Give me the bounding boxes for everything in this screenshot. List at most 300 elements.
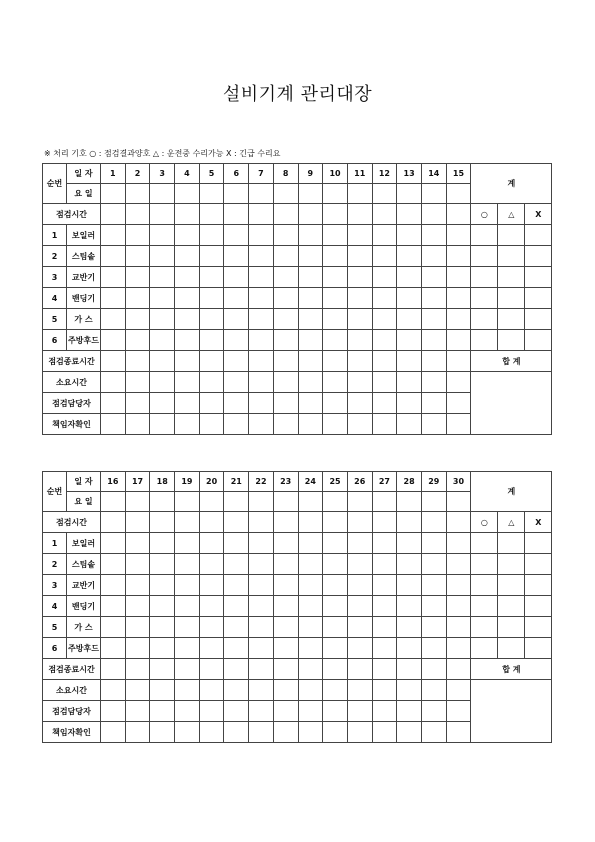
status-cell[interactable] xyxy=(199,638,224,659)
status-cell[interactable] xyxy=(199,533,224,554)
status-cell[interactable] xyxy=(421,246,446,267)
count-cell[interactable] xyxy=(525,575,552,596)
footer-cell[interactable] xyxy=(323,372,348,393)
status-cell[interactable] xyxy=(125,288,150,309)
check-time-cell[interactable] xyxy=(101,512,126,533)
status-cell[interactable] xyxy=(397,596,422,617)
status-cell[interactable] xyxy=(347,533,372,554)
weekday-cell[interactable] xyxy=(101,184,126,204)
check-time-cell[interactable] xyxy=(150,204,175,225)
footer-cell[interactable] xyxy=(446,701,471,722)
status-cell[interactable] xyxy=(150,225,175,246)
status-cell[interactable] xyxy=(372,267,397,288)
status-cell[interactable] xyxy=(101,225,126,246)
status-cell[interactable] xyxy=(150,330,175,351)
footer-cell[interactable] xyxy=(446,414,471,435)
footer-cell[interactable] xyxy=(372,680,397,701)
status-cell[interactable] xyxy=(323,225,348,246)
status-cell[interactable] xyxy=(273,596,298,617)
footer-cell[interactable] xyxy=(125,701,150,722)
footer-cell[interactable] xyxy=(421,372,446,393)
count-cell[interactable] xyxy=(471,554,498,575)
status-cell[interactable] xyxy=(273,533,298,554)
weekday-cell[interactable] xyxy=(446,492,471,512)
status-cell[interactable] xyxy=(372,596,397,617)
count-cell[interactable] xyxy=(525,533,552,554)
footer-cell[interactable] xyxy=(273,351,298,372)
status-cell[interactable] xyxy=(199,309,224,330)
footer-cell[interactable] xyxy=(101,393,126,414)
footer-cell[interactable] xyxy=(150,414,175,435)
footer-cell[interactable] xyxy=(372,722,397,743)
footer-cell[interactable] xyxy=(347,659,372,680)
footer-cell[interactable] xyxy=(421,414,446,435)
weekday-cell[interactable] xyxy=(323,492,348,512)
footer-cell[interactable] xyxy=(298,393,323,414)
footer-cell[interactable] xyxy=(224,659,249,680)
count-cell[interactable] xyxy=(525,225,552,246)
weekday-cell[interactable] xyxy=(372,492,397,512)
count-cell[interactable] xyxy=(471,288,498,309)
status-cell[interactable] xyxy=(101,554,126,575)
footer-cell[interactable] xyxy=(249,414,274,435)
check-time-cell[interactable] xyxy=(347,204,372,225)
weekday-cell[interactable] xyxy=(397,184,422,204)
footer-cell[interactable] xyxy=(347,351,372,372)
footer-cell[interactable] xyxy=(347,372,372,393)
count-cell[interactable] xyxy=(471,638,498,659)
grand-total-value[interactable] xyxy=(471,680,552,743)
footer-cell[interactable] xyxy=(446,680,471,701)
count-cell[interactable] xyxy=(498,288,525,309)
status-cell[interactable] xyxy=(421,267,446,288)
check-time-cell[interactable] xyxy=(397,204,422,225)
status-cell[interactable] xyxy=(397,575,422,596)
status-cell[interactable] xyxy=(372,246,397,267)
status-cell[interactable] xyxy=(397,617,422,638)
status-cell[interactable] xyxy=(175,596,200,617)
status-cell[interactable] xyxy=(249,617,274,638)
status-cell[interactable] xyxy=(101,617,126,638)
status-cell[interactable] xyxy=(397,533,422,554)
check-time-cell[interactable] xyxy=(273,204,298,225)
status-cell[interactable] xyxy=(397,246,422,267)
status-cell[interactable] xyxy=(199,330,224,351)
count-cell[interactable] xyxy=(498,330,525,351)
footer-cell[interactable] xyxy=(249,680,274,701)
weekday-cell[interactable] xyxy=(446,184,471,204)
status-cell[interactable] xyxy=(175,330,200,351)
status-cell[interactable] xyxy=(446,596,471,617)
status-cell[interactable] xyxy=(199,596,224,617)
status-cell[interactable] xyxy=(347,554,372,575)
status-cell[interactable] xyxy=(249,225,274,246)
weekday-cell[interactable] xyxy=(199,492,224,512)
count-cell[interactable] xyxy=(525,638,552,659)
footer-cell[interactable] xyxy=(199,414,224,435)
status-cell[interactable] xyxy=(249,554,274,575)
check-time-cell[interactable] xyxy=(175,512,200,533)
status-cell[interactable] xyxy=(446,575,471,596)
status-cell[interactable] xyxy=(101,267,126,288)
footer-cell[interactable] xyxy=(199,372,224,393)
footer-cell[interactable] xyxy=(101,701,126,722)
status-cell[interactable] xyxy=(175,267,200,288)
check-time-cell[interactable] xyxy=(125,512,150,533)
status-cell[interactable] xyxy=(372,554,397,575)
footer-cell[interactable] xyxy=(175,722,200,743)
status-cell[interactable] xyxy=(224,554,249,575)
weekday-cell[interactable] xyxy=(372,184,397,204)
check-time-cell[interactable] xyxy=(273,512,298,533)
weekday-cell[interactable] xyxy=(101,492,126,512)
count-cell[interactable] xyxy=(498,617,525,638)
footer-cell[interactable] xyxy=(397,659,422,680)
weekday-cell[interactable] xyxy=(298,492,323,512)
footer-cell[interactable] xyxy=(125,372,150,393)
status-cell[interactable] xyxy=(347,225,372,246)
status-cell[interactable] xyxy=(224,246,249,267)
status-cell[interactable] xyxy=(421,575,446,596)
footer-cell[interactable] xyxy=(150,393,175,414)
footer-cell[interactable] xyxy=(298,351,323,372)
weekday-cell[interactable] xyxy=(199,184,224,204)
footer-cell[interactable] xyxy=(101,351,126,372)
footer-cell[interactable] xyxy=(249,351,274,372)
count-cell[interactable] xyxy=(498,267,525,288)
status-cell[interactable] xyxy=(298,330,323,351)
weekday-cell[interactable] xyxy=(150,184,175,204)
status-cell[interactable] xyxy=(150,533,175,554)
count-cell[interactable] xyxy=(471,225,498,246)
weekday-cell[interactable] xyxy=(421,184,446,204)
status-cell[interactable] xyxy=(175,638,200,659)
count-cell[interactable] xyxy=(471,330,498,351)
footer-cell[interactable] xyxy=(347,414,372,435)
footer-cell[interactable] xyxy=(372,351,397,372)
count-cell[interactable] xyxy=(525,596,552,617)
status-cell[interactable] xyxy=(273,225,298,246)
footer-cell[interactable] xyxy=(125,722,150,743)
count-cell[interactable] xyxy=(471,267,498,288)
footer-cell[interactable] xyxy=(175,701,200,722)
status-cell[interactable] xyxy=(421,309,446,330)
footer-cell[interactable] xyxy=(224,414,249,435)
footer-cell[interactable] xyxy=(421,680,446,701)
status-cell[interactable] xyxy=(372,638,397,659)
status-cell[interactable] xyxy=(421,638,446,659)
footer-cell[interactable] xyxy=(323,659,348,680)
status-cell[interactable] xyxy=(199,575,224,596)
status-cell[interactable] xyxy=(249,309,274,330)
weekday-cell[interactable] xyxy=(125,184,150,204)
footer-cell[interactable] xyxy=(175,393,200,414)
count-cell[interactable] xyxy=(498,309,525,330)
status-cell[interactable] xyxy=(446,288,471,309)
status-cell[interactable] xyxy=(199,225,224,246)
status-cell[interactable] xyxy=(150,617,175,638)
check-time-cell[interactable] xyxy=(323,512,348,533)
status-cell[interactable] xyxy=(397,554,422,575)
status-cell[interactable] xyxy=(397,225,422,246)
footer-cell[interactable] xyxy=(446,659,471,680)
status-cell[interactable] xyxy=(372,575,397,596)
footer-cell[interactable] xyxy=(199,722,224,743)
status-cell[interactable] xyxy=(224,225,249,246)
status-cell[interactable] xyxy=(175,533,200,554)
status-cell[interactable] xyxy=(224,533,249,554)
weekday-cell[interactable] xyxy=(249,184,274,204)
footer-cell[interactable] xyxy=(273,393,298,414)
status-cell[interactable] xyxy=(397,330,422,351)
footer-cell[interactable] xyxy=(199,351,224,372)
status-cell[interactable] xyxy=(150,638,175,659)
status-cell[interactable] xyxy=(323,309,348,330)
check-time-cell[interactable] xyxy=(199,204,224,225)
status-cell[interactable] xyxy=(421,554,446,575)
count-cell[interactable] xyxy=(525,330,552,351)
status-cell[interactable] xyxy=(446,617,471,638)
weekday-cell[interactable] xyxy=(298,184,323,204)
status-cell[interactable] xyxy=(150,596,175,617)
footer-cell[interactable] xyxy=(224,351,249,372)
footer-cell[interactable] xyxy=(175,680,200,701)
check-time-cell[interactable] xyxy=(372,512,397,533)
footer-cell[interactable] xyxy=(397,680,422,701)
footer-cell[interactable] xyxy=(446,722,471,743)
status-cell[interactable] xyxy=(323,533,348,554)
check-time-cell[interactable] xyxy=(101,204,126,225)
status-cell[interactable] xyxy=(298,554,323,575)
weekday-cell[interactable] xyxy=(323,184,348,204)
footer-cell[interactable] xyxy=(175,414,200,435)
status-cell[interactable] xyxy=(125,267,150,288)
count-cell[interactable] xyxy=(498,575,525,596)
footer-cell[interactable] xyxy=(249,393,274,414)
status-cell[interactable] xyxy=(397,309,422,330)
status-cell[interactable] xyxy=(150,246,175,267)
check-time-cell[interactable] xyxy=(421,512,446,533)
footer-cell[interactable] xyxy=(421,722,446,743)
weekday-cell[interactable] xyxy=(397,492,422,512)
status-cell[interactable] xyxy=(199,554,224,575)
weekday-cell[interactable] xyxy=(175,492,200,512)
status-cell[interactable] xyxy=(372,617,397,638)
status-cell[interactable] xyxy=(101,288,126,309)
weekday-cell[interactable] xyxy=(273,184,298,204)
count-cell[interactable] xyxy=(471,596,498,617)
count-cell[interactable] xyxy=(471,575,498,596)
weekday-cell[interactable] xyxy=(421,492,446,512)
footer-cell[interactable] xyxy=(273,722,298,743)
status-cell[interactable] xyxy=(273,554,298,575)
weekday-cell[interactable] xyxy=(249,492,274,512)
status-cell[interactable] xyxy=(125,533,150,554)
status-cell[interactable] xyxy=(150,267,175,288)
status-cell[interactable] xyxy=(446,554,471,575)
count-cell[interactable] xyxy=(498,225,525,246)
status-cell[interactable] xyxy=(224,330,249,351)
status-cell[interactable] xyxy=(397,288,422,309)
weekday-cell[interactable] xyxy=(273,492,298,512)
footer-cell[interactable] xyxy=(397,414,422,435)
status-cell[interactable] xyxy=(323,267,348,288)
status-cell[interactable] xyxy=(323,554,348,575)
status-cell[interactable] xyxy=(224,575,249,596)
footer-cell[interactable] xyxy=(323,680,348,701)
check-time-cell[interactable] xyxy=(323,204,348,225)
footer-cell[interactable] xyxy=(397,351,422,372)
status-cell[interactable] xyxy=(421,533,446,554)
footer-cell[interactable] xyxy=(298,414,323,435)
status-cell[interactable] xyxy=(125,596,150,617)
status-cell[interactable] xyxy=(101,533,126,554)
status-cell[interactable] xyxy=(150,575,175,596)
status-cell[interactable] xyxy=(421,596,446,617)
status-cell[interactable] xyxy=(224,288,249,309)
count-cell[interactable] xyxy=(525,246,552,267)
footer-cell[interactable] xyxy=(323,722,348,743)
footer-cell[interactable] xyxy=(372,701,397,722)
status-cell[interactable] xyxy=(101,246,126,267)
footer-cell[interactable] xyxy=(397,722,422,743)
status-cell[interactable] xyxy=(298,533,323,554)
footer-cell[interactable] xyxy=(446,393,471,414)
status-cell[interactable] xyxy=(125,225,150,246)
status-cell[interactable] xyxy=(397,267,422,288)
count-cell[interactable] xyxy=(525,554,552,575)
footer-cell[interactable] xyxy=(101,372,126,393)
footer-cell[interactable] xyxy=(372,659,397,680)
status-cell[interactable] xyxy=(323,330,348,351)
status-cell[interactable] xyxy=(347,575,372,596)
footer-cell[interactable] xyxy=(273,701,298,722)
footer-cell[interactable] xyxy=(347,393,372,414)
footer-cell[interactable] xyxy=(199,393,224,414)
footer-cell[interactable] xyxy=(224,722,249,743)
status-cell[interactable] xyxy=(298,246,323,267)
footer-cell[interactable] xyxy=(298,659,323,680)
check-time-cell[interactable] xyxy=(249,204,274,225)
status-cell[interactable] xyxy=(372,533,397,554)
footer-cell[interactable] xyxy=(347,701,372,722)
status-cell[interactable] xyxy=(347,246,372,267)
footer-cell[interactable] xyxy=(323,701,348,722)
footer-cell[interactable] xyxy=(199,680,224,701)
status-cell[interactable] xyxy=(273,309,298,330)
status-cell[interactable] xyxy=(125,554,150,575)
status-cell[interactable] xyxy=(199,267,224,288)
footer-cell[interactable] xyxy=(249,701,274,722)
status-cell[interactable] xyxy=(249,246,274,267)
footer-cell[interactable] xyxy=(273,659,298,680)
status-cell[interactable] xyxy=(347,638,372,659)
footer-cell[interactable] xyxy=(446,351,471,372)
footer-cell[interactable] xyxy=(125,351,150,372)
status-cell[interactable] xyxy=(224,596,249,617)
footer-cell[interactable] xyxy=(372,393,397,414)
footer-cell[interactable] xyxy=(446,372,471,393)
footer-cell[interactable] xyxy=(347,722,372,743)
count-cell[interactable] xyxy=(525,617,552,638)
status-cell[interactable] xyxy=(446,638,471,659)
status-cell[interactable] xyxy=(446,267,471,288)
footer-cell[interactable] xyxy=(421,701,446,722)
footer-cell[interactable] xyxy=(249,722,274,743)
weekday-cell[interactable] xyxy=(347,492,372,512)
footer-cell[interactable] xyxy=(298,722,323,743)
status-cell[interactable] xyxy=(298,267,323,288)
count-cell[interactable] xyxy=(498,638,525,659)
footer-cell[interactable] xyxy=(323,414,348,435)
count-cell[interactable] xyxy=(471,617,498,638)
status-cell[interactable] xyxy=(347,309,372,330)
status-cell[interactable] xyxy=(150,554,175,575)
check-time-cell[interactable] xyxy=(298,204,323,225)
status-cell[interactable] xyxy=(323,246,348,267)
check-time-cell[interactable] xyxy=(397,512,422,533)
grand-total-value[interactable] xyxy=(471,372,552,435)
check-time-cell[interactable] xyxy=(347,512,372,533)
footer-cell[interactable] xyxy=(150,680,175,701)
status-cell[interactable] xyxy=(199,246,224,267)
check-time-cell[interactable] xyxy=(446,512,471,533)
footer-cell[interactable] xyxy=(224,701,249,722)
footer-cell[interactable] xyxy=(273,372,298,393)
footer-cell[interactable] xyxy=(372,414,397,435)
status-cell[interactable] xyxy=(298,309,323,330)
footer-cell[interactable] xyxy=(125,659,150,680)
status-cell[interactable] xyxy=(273,288,298,309)
footer-cell[interactable] xyxy=(421,393,446,414)
check-time-cell[interactable] xyxy=(224,512,249,533)
status-cell[interactable] xyxy=(101,575,126,596)
status-cell[interactable] xyxy=(446,309,471,330)
status-cell[interactable] xyxy=(421,330,446,351)
status-cell[interactable] xyxy=(397,638,422,659)
weekday-cell[interactable] xyxy=(224,492,249,512)
footer-cell[interactable] xyxy=(125,393,150,414)
weekday-cell[interactable] xyxy=(125,492,150,512)
status-cell[interactable] xyxy=(101,309,126,330)
status-cell[interactable] xyxy=(249,596,274,617)
footer-cell[interactable] xyxy=(224,393,249,414)
status-cell[interactable] xyxy=(101,596,126,617)
status-cell[interactable] xyxy=(125,246,150,267)
status-cell[interactable] xyxy=(323,288,348,309)
status-cell[interactable] xyxy=(298,575,323,596)
footer-cell[interactable] xyxy=(150,722,175,743)
status-cell[interactable] xyxy=(249,638,274,659)
weekday-cell[interactable] xyxy=(224,184,249,204)
status-cell[interactable] xyxy=(323,575,348,596)
footer-cell[interactable] xyxy=(347,680,372,701)
footer-cell[interactable] xyxy=(101,680,126,701)
check-time-cell[interactable] xyxy=(372,204,397,225)
footer-cell[interactable] xyxy=(397,372,422,393)
status-cell[interactable] xyxy=(150,288,175,309)
footer-cell[interactable] xyxy=(323,351,348,372)
footer-cell[interactable] xyxy=(397,393,422,414)
check-time-cell[interactable] xyxy=(150,512,175,533)
count-cell[interactable] xyxy=(471,246,498,267)
status-cell[interactable] xyxy=(175,246,200,267)
count-cell[interactable] xyxy=(498,246,525,267)
count-cell[interactable] xyxy=(498,533,525,554)
footer-cell[interactable] xyxy=(298,372,323,393)
status-cell[interactable] xyxy=(224,267,249,288)
count-cell[interactable] xyxy=(498,554,525,575)
